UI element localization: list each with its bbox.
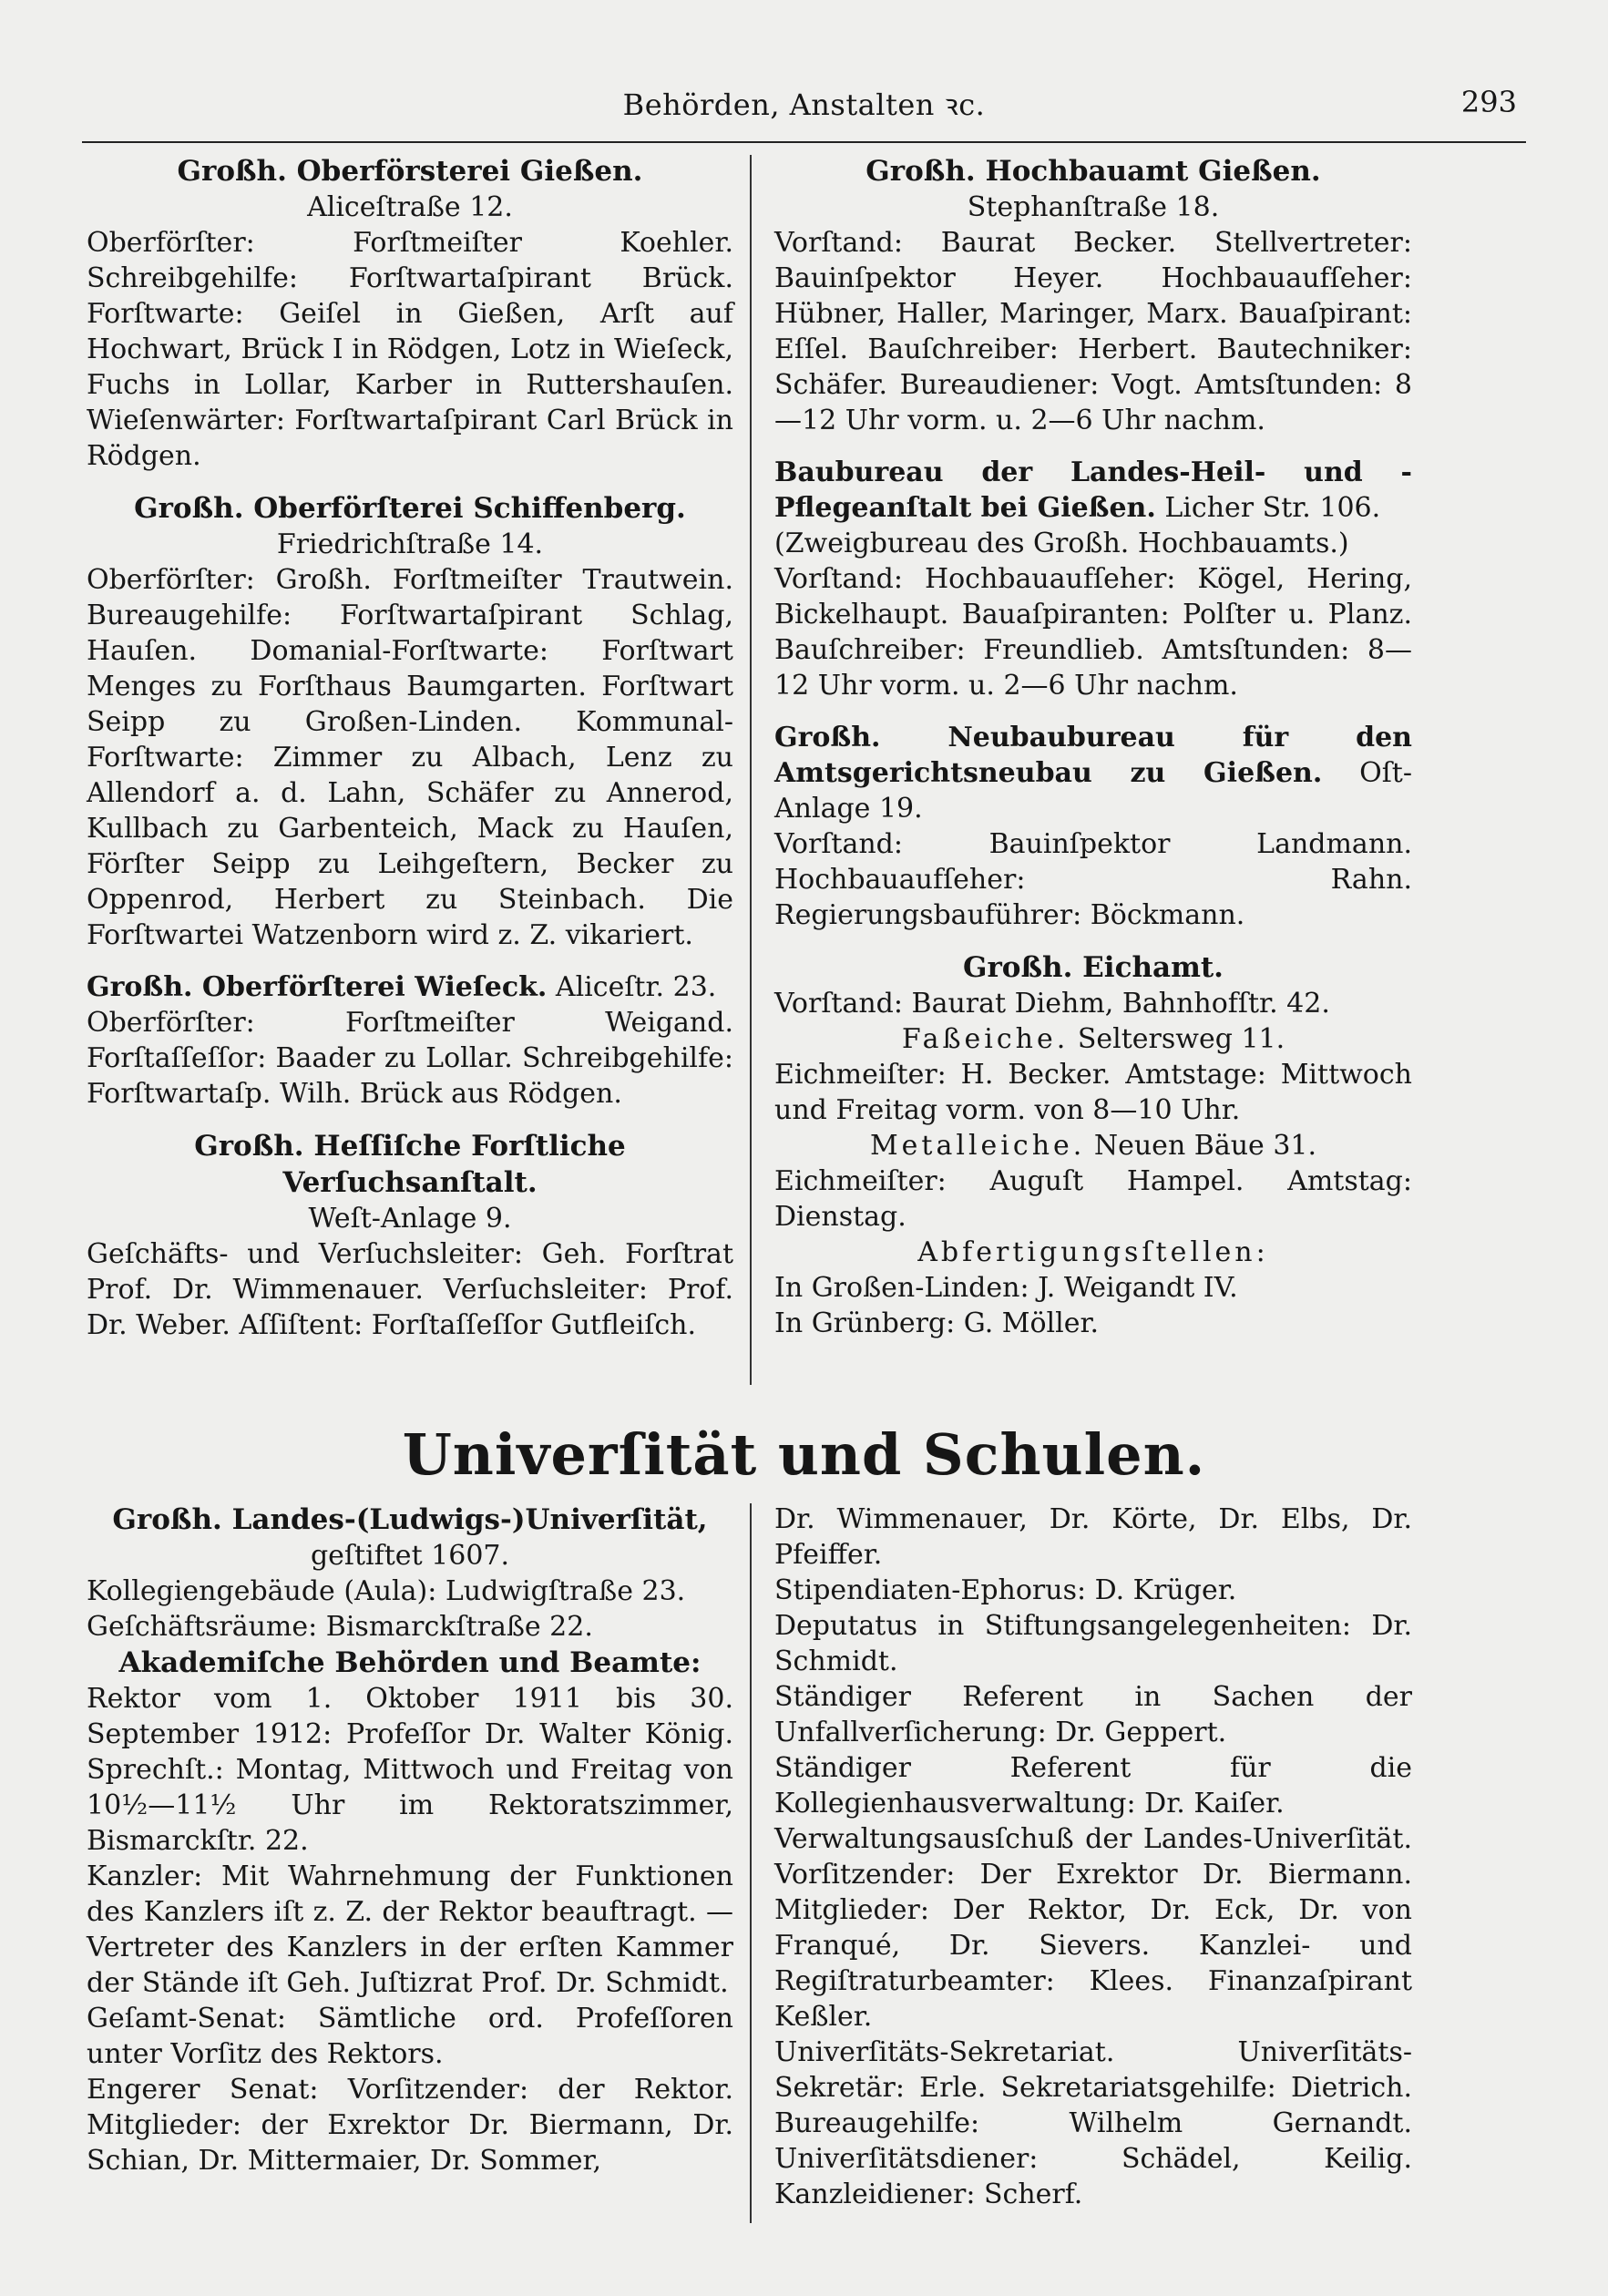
paragraph: Ständiger Referent für die Kollegienhausverwaltung: Dr. Kaiſer. xyxy=(774,1752,1412,1819)
entry-body: Geſchäfts- und Verſuchsleiter: Geh. Forſtrat Prof. Dr. Wimmenauer. Verſuchsleiter: Prof. Dr. Weber. Aſſiſtent: Forſtaſſeſſor Gutfleiſch. xyxy=(87,1238,733,1341)
sub-heading-line xyxy=(774,1021,1412,1057)
paragraph: Stipendiaten-Ephorus: D. Krüger. xyxy=(774,1574,1237,1606)
running-head: Behörden, Anstalten ꝛc. xyxy=(622,87,986,122)
left-column-bottom xyxy=(87,1502,733,2178)
sub-address: Seltersweg 11. xyxy=(1077,1023,1285,1055)
entry-oberfoersterei-wieseck xyxy=(87,969,733,1112)
entry-title: Großh. Oberförsterei Gießen. xyxy=(177,155,643,188)
entry-title: Großh. Heſſiſche Forſtliche Verſuchsanſtalt. xyxy=(194,1130,626,1199)
entry-body: Oberförſter: Großh. Forſtmeiſter Trautwein. Bureaugehilfe: Forſtwartaſpirant Schlag, Hauſen. Domanial-Forſtwarte: Forſtwart Menges zu Forſthaus Baumgarten. Forſtwart Seipp zu Großen-Linden. Kommunal-Forſtwarte: Zimmer zu Albach, Lenz zu Allendorf a. d. Lahn, Schäfer zu Annerod, Kullbach zu Garbenteich, Mack zu Hauſen, Förſter Seipp zu Leihgeſtern, Becker zu Oppenrod, Herbert zu Steinbach. Die Forſtwartei Watzenborn wird z. Z. vikariert. xyxy=(87,564,733,951)
sub-body: Eichmeiſter: H. Becker. Amtstage: Mittwoch und Freitag vorm. von 8—10 Uhr. xyxy=(774,1059,1412,1126)
entry-address: Oſt-Anlage 19. xyxy=(774,757,1412,825)
entry-address: Licher Str. 106. xyxy=(1164,492,1381,524)
entry-baubureau-heilanstalt xyxy=(774,455,1412,703)
entry-oberfoersterei-schiffenberg xyxy=(87,490,733,953)
entry-eichamt xyxy=(774,949,1412,1341)
right-column-bottom xyxy=(774,1502,1412,2212)
entry-body: Oberförſter: Forſtmeiſter Weigand. Forſtaſſeſſor: Baader zu Lollar. Schreibgehilfe: Forſtwartaſp. Wilh. Brück aus Rödgen. xyxy=(87,1007,733,1110)
right-column-top xyxy=(774,153,1412,1358)
entry-title: Großh. Eichamt. xyxy=(963,951,1224,984)
entry-founded: geſtiftet 1607. xyxy=(310,1540,510,1572)
paragraph-rektor: Rektor vom 1. Oktober 1911 bis 30. September 1912: Profeſſor Dr. Walter König. Sprechſt.: Montag, Mittwoch und Freitag von 10½—11½ Uhr im Rektoratszimmer, Bismarckſtr. 22. xyxy=(87,1683,733,1857)
subheading: Akademiſche Behörden und Beamte: xyxy=(118,1646,702,1679)
entry-title: Großh. Oberförſterei Schiffenberg. xyxy=(134,492,686,525)
sub-body: In Grünberg: G. Möller. xyxy=(774,1307,1100,1339)
paragraph: Deputatus in Stiftungsangelegenheiten: Dr. Schmidt. xyxy=(774,1610,1412,1677)
paragraph-kanzler: Kanzler: Mit Wahrnehmung der Funktionen des Kanzlers iſt z. Z. der Rektor beauftragt. — Vertreter des Kanzlers in der erſten Kammer der Stände iſt Geh. Juſtizrat Prof. Dr. Schmidt. xyxy=(87,1860,733,1999)
entry-title: Baubureau der Landes-Heil- und -Pflegeanſtalt bei Gießen. xyxy=(774,456,1412,524)
page-header xyxy=(82,77,1526,143)
paragraph-gesamt-senat: Geſamt-Senat: Sämtliche ord. Profeſſoren unter Vorſitz des Rektors. xyxy=(87,2003,733,2070)
paragraph: Ständiger Referent in Sachen der Unfallverſicherung: Dr. Geppert. xyxy=(774,1681,1412,1748)
paragraph-engerer-senat: Engerer Senat: Vorſitzender: der Rektor. Mitglieder: der Exrektor Dr. Biermann, Dr. Schian, Dr. Mittermaier, Dr. Sommer, xyxy=(87,2074,733,2177)
paragraph-sekretariat: Univerſitäts-Sekretariat. Univerſitäts-Sekretär: Erle. Sekretariatsgehilfe: Dietrich. Bureaugehilfe: Wilhelm Gernandt. Univerſitätsdiener: Schädel, Keilig. Kanzleidiener: Scherf. xyxy=(774,2036,1412,2210)
entry-oberfoersterei-giessen xyxy=(87,153,733,474)
sub-address: Neuen Bäue 31. xyxy=(1093,1130,1317,1162)
left-column-top xyxy=(87,153,733,1359)
entry-address: Friedrichſtraße 14. xyxy=(276,528,544,560)
entry-title: Großh. Oberförſterei Wieſeck. xyxy=(87,971,548,1003)
entry-title: Großh. Hochbauamt Gießen. xyxy=(865,155,1321,188)
entry-note: (Zweigbureau des Großh. Hochbauamts.) xyxy=(774,528,1349,559)
sub-title: Faßeiche. xyxy=(901,1023,1070,1055)
sub-body: In Großen-Linden: J. Weigandt IV. xyxy=(774,1272,1238,1304)
entry-address: Weſt-Anlage 9. xyxy=(308,1203,512,1235)
sub-title: Metalleiche. xyxy=(869,1130,1086,1162)
entry-heading-line xyxy=(774,455,1412,526)
section-title: Univerſität und Schulen. xyxy=(402,1421,1206,1488)
sub-body: Eichmeiſter: Auguſt Hampel. Amtstag: Dienstag. xyxy=(774,1165,1412,1233)
paragraph-verwaltungsausschuss: Verwaltungsausſchuß der Landes-Univerſität. Vorſitzender: Der Exrektor Dr. Biermann. Mitglieder: Der Rektor, Dr. Eck, Dr. von Franqué, Dr. Sievers. Kanzlei- und Regiſtraturbeamter: Klees. Finanzaſpirant Keßler. xyxy=(774,1823,1412,2033)
entry-heading-line xyxy=(87,969,733,1005)
entry-hochbauamt-giessen xyxy=(774,153,1412,438)
column-divider xyxy=(750,155,752,1385)
entry-body: Vorſtand: Baurat Diehm, Bahnhofſtr. 42. xyxy=(774,988,1330,1020)
entry-neubaubureau xyxy=(774,720,1412,933)
entry-address: Stephanſtraße 18. xyxy=(967,191,1220,223)
entry-body: Vorſtand: Bauinſpektor Landmann. Hochbauaufſeher: Rahn. Regierungsbauführer: Böckmann. xyxy=(774,828,1412,931)
entry-heading-line xyxy=(774,720,1412,826)
page-number: 293 xyxy=(1460,85,1517,119)
sub-title: Abfertigungsſtellen: xyxy=(917,1236,1269,1268)
paragraph: Dr. Wimmenauer, Dr. Körte, Dr. Elbs, Dr. Pfeiffer. xyxy=(774,1503,1412,1571)
entry-title: Großh. Neubaubureau für den Amtsgerichtsneubau zu Gießen. xyxy=(774,722,1412,789)
entry-forstliche-versuchsanstalt xyxy=(87,1128,733,1343)
entry-body: Oberförſter: Forſtmeiſter Koehler. Schreibgehilfe: Forſtwartaſpirant Brück. Forſtwarte: Geiſel in Gießen, Arſt auf Hochwart, Brück I in Rödgen, Lotz in Wieſeck, Fuchs in Lollar, Karber in Ruttershauſen. Wieſenwärter: Forſtwartaſpirant Carl Brück in Rödgen. xyxy=(87,227,733,472)
sub-heading-line xyxy=(774,1128,1412,1163)
entry-address: Aliceſtr. 23. xyxy=(555,971,717,1003)
building-line: Kollegiengebäude (Aula): Ludwigſtraße 23. xyxy=(87,1575,686,1607)
entry-body: Vorſtand: Baurat Becker. Stellvertreter: Bauinſpektor Heyer. Hochbauaufſeher: Hübner, Haller, Maringer, Marx. Bauaſpirant: Eſſel. Bauſchreiber: Herbert. Bautechniker: Schäfer. Bureaudiener: Vogt. Amtsſtunden: 8—12 Uhr vorm. u. 2—6 Uhr nachm. xyxy=(774,227,1412,436)
building-line: Geſchäftsräume: Bismarckſtraße 22. xyxy=(87,1611,593,1643)
column-divider xyxy=(750,1503,752,2223)
entry-address: Aliceſtraße 12. xyxy=(307,191,513,223)
entry-title: Großh. Landes-(Ludwigs-)Univerſität, xyxy=(112,1503,708,1536)
entry-body: Vorſtand: Hochbauaufſeher: Kögel, Hering, Bickelhaupt. Bauaſpiranten: Polſter u. Planz. Bauſchreiber: Freundlieb. Amtsſtunden: 8—12 Uhr vorm. u. 2—6 Uhr nachm. xyxy=(774,563,1412,702)
